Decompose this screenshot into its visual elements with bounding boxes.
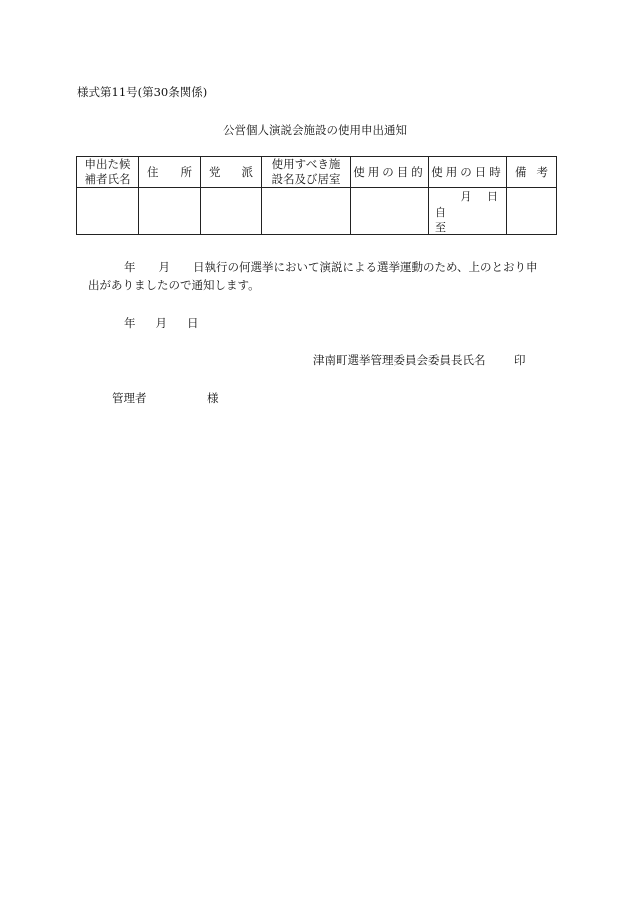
header-address — [139, 157, 201, 188]
form-number: 様式第11号(第30条関係) — [77, 85, 208, 99]
document-title: 公営個人演説会施設の使用申出通知 — [223, 123, 407, 137]
addressee-name: 管理者 — [112, 391, 147, 405]
cell-datetime — [429, 188, 507, 235]
cell-candidate-name — [77, 188, 139, 235]
header-address-b: 所 — [180, 164, 192, 179]
datetime-from: 自 — [435, 206, 446, 219]
header-remarks — [507, 157, 557, 188]
header-remarks-a: 備 — [515, 164, 527, 179]
header-party-a: 党 — [209, 164, 221, 179]
header-facility-line2: 設名及び居室 — [271, 172, 341, 186]
cell-facility — [262, 188, 351, 235]
date-day: 日 — [187, 316, 199, 330]
datetime-to: 至 — [435, 221, 446, 234]
date-year: 年 — [124, 316, 136, 330]
notification-table — [76, 156, 557, 235]
header-facility — [262, 157, 351, 188]
table-header-row — [77, 157, 557, 188]
chairman-name: 津南町選挙管理委員会委員長氏名 — [313, 353, 486, 367]
table-row — [77, 188, 557, 235]
header-candidate-line2: 補者氏名 — [84, 172, 131, 186]
body-line-2: 出がありましたので通知します。 — [88, 278, 260, 292]
notification-body — [88, 258, 558, 294]
cell-party — [201, 188, 262, 235]
seal-mark: 印 — [514, 353, 526, 367]
header-purpose: 使用の目的 — [351, 157, 429, 188]
date-month: 月 — [155, 316, 167, 330]
header-address-a: 住 — [147, 164, 159, 179]
body-line-1: 年 月 日執行の何選挙において演説による選挙運動のため、上のとおり申 — [124, 260, 538, 274]
cell-remarks — [507, 188, 557, 235]
header-candidate-line1: 申出た候 — [84, 157, 131, 171]
header-datetime: 使用の日時 — [429, 157, 507, 188]
header-party-b: 派 — [241, 164, 253, 179]
header-party — [201, 157, 262, 188]
header-facility-line1: 使用すべき施 — [271, 157, 341, 171]
addressee-honorific: 様 — [207, 391, 219, 405]
date-line — [124, 315, 199, 331]
header-candidate-name — [77, 157, 139, 188]
cell-address — [139, 188, 201, 235]
header-remarks-b: 考 — [536, 164, 548, 179]
datetime-month-day: 月 日 — [460, 190, 498, 203]
cell-purpose — [351, 188, 429, 235]
